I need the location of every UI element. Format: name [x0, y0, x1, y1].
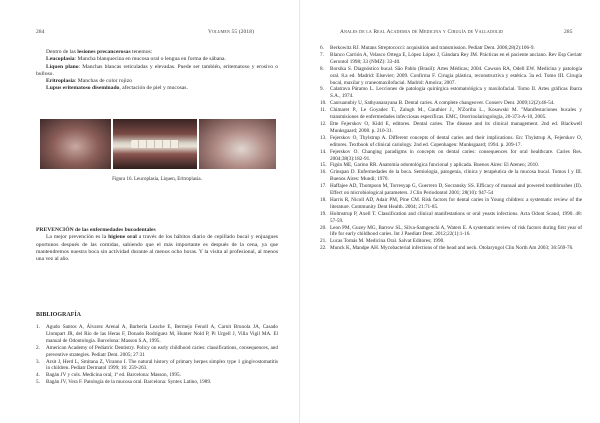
leucoplasia-photo [40, 119, 111, 169]
right-page [300, 0, 600, 423]
left-running-head: Volumen 55 (2018) [208, 29, 255, 35]
reference-item: 14. Fejerskov O. Changing paradigms in concepts on dental caries: consequences for oral healthcare. Caries Res. 2004;38(3):182-91. [320, 148, 582, 162]
lupus-paragraph: Lupus eritematoso diseminado, afectación de piel y mucosas. [46, 85, 188, 92]
leucoplasia-paragraph: Leucoplasia: Mancha blanquecina en mucosa oral o lengua en forma de sábana. [46, 56, 226, 63]
reference-item: 6. Berkowitz RJ. Mutans Streptococci: acquisition and transmission. Pediatr Dent. 2006;28(2):106-9. [320, 45, 535, 51]
reference-item: 8. Borsika S. Diagnóstico bucal. São Pablo (Brasil): Artes Médicas; 2004. Cawson RA, Odell EW. Medicina y patología oral. 8.a ed. Madrid: Elsevier; 2009. Confirma F. Cirugía plástica, reconstructiva y estética. 3a ed. Tomo III. Cirugía bucal, maxilar y craneomaxilofacial. Madrid: Amolca; 2007. [320, 65, 582, 86]
bibliography-title: BIBLIOGRAFÍA [36, 312, 82, 318]
reference-item: 21. Lucas Tomás M. Medicina Oral. Salvat Editores; 1990. [320, 238, 445, 245]
prevention-section [36, 227, 278, 263]
prevention-title: PREVENCIÓN de las enfermedades bucodentales [36, 227, 156, 233]
reference-item: 9. Calatrava Páramo L. Lecciones de patología quirúrgica estomatológica y maxilofacial. Tomo II. Artes gráficas Ibarra S.A., 1974. [320, 86, 582, 100]
reference-item: 19. Holmstrup P, Axell T. Classification and clinical manifestations or oral yeasts infections. Acta Odont Scand, 1990. 48: 57-59. [320, 210, 582, 224]
figure-caption: Figura 16. Leucoplasia, Liquen, Eritroplasia. [112, 177, 202, 182]
reference-item: 7. Blanco Carrión A, Velasco Ortega E, López López J, Gándara Rey JM. Prácticas en el paciente anciano. Rev Esp Geriatr Gerontol 1998; 33 (NMZ): 33-40. [320, 51, 582, 65]
right-reference-list [320, 45, 582, 252]
reference-item: 2. American Academy of Pediatric Dentistry. Policy on early childhood caries: classifications, consequences, and preventive strategies. Pediatr Dent. 2005; 27:31 [36, 344, 278, 358]
reference-item: 4. Bagán JV y cols. Medicina oral, 1ª ed. Barcelona: Masson, 1995. [36, 372, 181, 379]
reference-item: 15. Figún ME, Garino RR. Anatomía odontológica funcional y aplicada. Buenos Aires: El Ateneo; 2010. [320, 162, 540, 169]
eritroplasia-paragraph: Eritroplasia: Manchas de color rojizo [46, 78, 132, 85]
reference-item: 5. Bagán JV, Vera F. Patología de la mucosa oral. Barcelona: Syntex Latino, 1989. [36, 379, 212, 386]
left-reference-list [36, 324, 278, 386]
reference-item: 11. Chimaret P., Le Goyadec T., Zalugh M., Gauthier J., N'Zoriba L., Kosawski M. "Manifestaciones bucales y transmisiones de enfermedades infecciosas específicas. EMC, Otorrinolaringología, 20-373-A-10, 2005. [320, 107, 582, 121]
right-running-head: Anales de la Real Academia de Medicina y Cirugía de Valladolid [340, 29, 504, 35]
teeth-detail [131, 140, 179, 148]
intro-paragraph: Dentro de las lesiones precancerosas tenemos: [46, 49, 153, 55]
figure-16-photos [40, 119, 276, 169]
reference-item: 3. Arsit J, Herd L, Smitana Z, Viranno I. The natural history of primary herpes simplex type 1 gingivostomatitis in children. Pediatr Dermatol 1999; 16: 259-263. [36, 358, 278, 372]
intro-lesions [36, 49, 278, 93]
liquen-paragraph: Liquen plano: Manchas blancas reticuladas y elevadas. Puede ser también, eritematoso y erosivo o bulloso. [36, 63, 278, 77]
prevention-text: La mejor prevención es la higiene oral a través de los hábitos diario de cepillado bucal y enjuagues oportunos después de las comidas, sabiendo que el más importante es después de la cena, ya que mantendremos nuestra boca sin actividad durante al menos ocho horas. Y la visita al profesional, al menos una vez al año. [36, 234, 278, 263]
reference-item: 22. Munck K, Mandpe AH. Mycobacterial infections of the head and neck. Otolaryngol Clin North Am 2003; 36:569-76. [320, 245, 574, 252]
eritroplasia-photo [199, 119, 276, 169]
reference-item: 20. Leon PM, Guzey MG, Barrow SL, Silva-Samgenchi A, Waters E. A systematic review of risk factors during first year of life for early childhood caries. Int J Paediatr Dent. 2012;22(1):1-16. [320, 224, 582, 238]
reference-item: 16. Grinspan D. Enfermedades de la boca. Semiología, patogenia, clínica y terapéutica de la mucosa bucal. Tomos I y III. Buenos Aires: Mundi; 1970. [320, 169, 582, 183]
reference-item: 1. Agudo Santos A, Álvarez Arenal A, Barbería Leache E, Bermejo Fenoll A, Carnit Brunola JA, Casado Llompart JR, del Río de las Heras F, Donado Rodríguez M, Hunter Nold P, Pi Urgell J, Villa Vigil MA. El manual de Odontología. Barcelona: Masson S.A, 1995. [36, 324, 278, 344]
left-page-number: 284 [36, 29, 45, 35]
reference-item: 17. Haffajee AD, Thompson M, Torresyap G, Guerrero D, Socransky SS. Efficacy of manual and powered toothbrushes (II). Effect on microbiological parameters. J Clin Periodontol 2001; 28(10): 947-54 [320, 183, 582, 197]
liquen-photo [113, 119, 196, 169]
reference-item: 18. Harris R, Nicoll AD, Adair PM, Pine CM. Risk factors for dental caries in Young children: a systematic review of the literature. Community Dent Health. 2004; 21:71-85. [320, 196, 582, 210]
right-page-number: 285 [564, 29, 573, 35]
reference-item: 10. Caoruannbiy U, Sathyanarayana B. Dental caries. A complete changeover. Conserv Dent. 2009;12(2):46-54. [320, 100, 555, 107]
reference-item: 13. Fejerskov O, Thylstrup A. Different concepts of dental caries and their implications. En: Thylstrup A, Fejerskov O, editores. Textbook of clinical cariology. 2nd ed. Copenhagen: Munksgaard; 1994. p. 209-17. [320, 134, 582, 148]
reference-item: 12. Ette Fejerskov O, Kidd E, editores. Dental caries. The disease and its clinical management. 2nd ed. Blackwell Munksgaard; 2008. p. 210-31. [320, 120, 582, 134]
